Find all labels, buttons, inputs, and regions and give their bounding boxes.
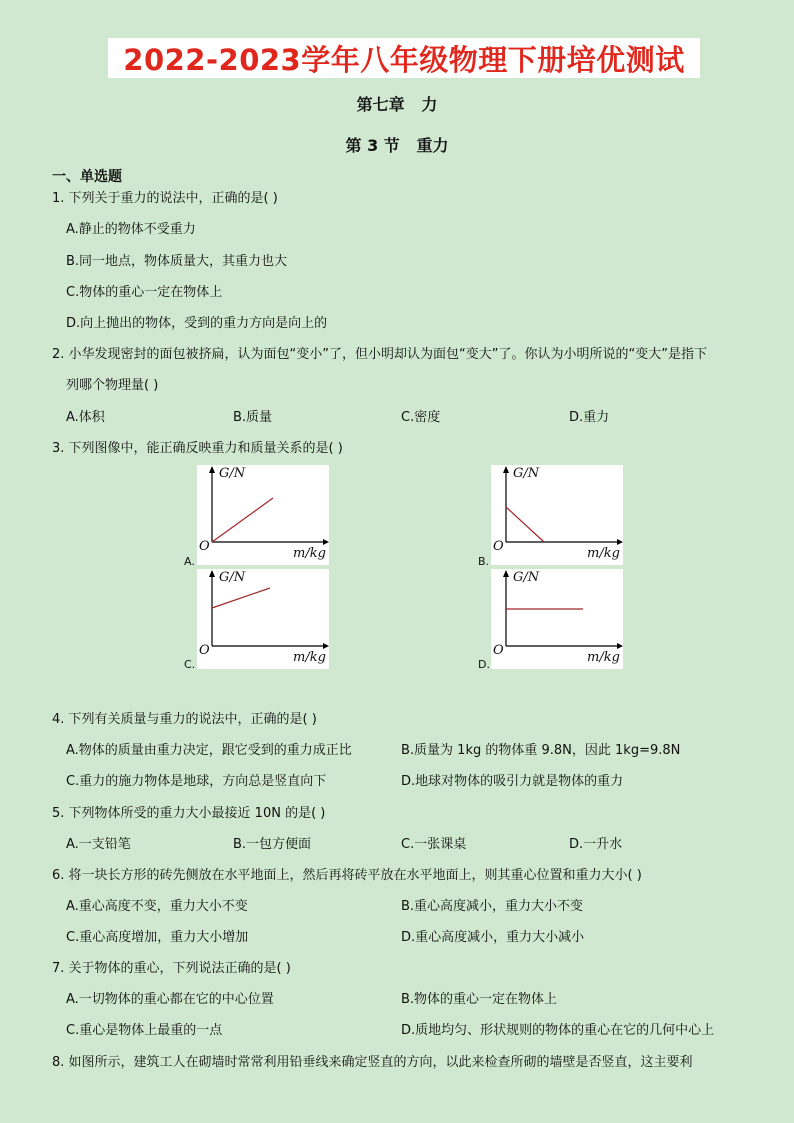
question-5: 5. 下列物体所受的重力大小最接近 10N 的是( ) (52, 806, 326, 821)
graph-a-y-label: G/N (219, 466, 246, 481)
q1-option-b: B.同一地点，物体质量大，其重力也大 (66, 254, 288, 269)
q4-option-a: A.物体的质量由重力决定，跟它受到的重力成正比 (66, 743, 352, 758)
question-7: 7. 关于物体的重心，下列说法正确的是( ) (52, 961, 291, 976)
graph-a-x-label: m/kg (293, 546, 326, 561)
q1-option-c: C.物体的重心一定在物体上 (66, 285, 223, 300)
q2-option-c: C.密度 (401, 410, 441, 425)
question-1: 1. 下列关于重力的说法中，正确的是( ) (52, 191, 278, 206)
q1-option-d: D.向上抛出的物体，受到的重力方向是向上的 (66, 316, 328, 331)
section-heading: 第 3 节 重力 (345, 136, 449, 155)
q5-option-b: B.一包方便面 (233, 837, 312, 852)
q2-option-d: D.重力 (569, 410, 610, 425)
graph-a-origin: O (199, 539, 210, 554)
q6-option-d: D.重心高度减小，重力大小减小 (401, 930, 585, 945)
q1-option-a: A.静止的物体不受重力 (66, 222, 196, 237)
q5-option-c: C.一张课桌 (401, 837, 467, 852)
title-banner (108, 38, 700, 78)
graph-c-origin: O (199, 643, 210, 658)
q7-option-b: B.物体的重心一定在物体上 (401, 992, 558, 1007)
graph-a-line (212, 498, 273, 542)
question-6: 6. 将一块长方形的砖先侧放在水平地面上，然后再将砖平放在水平地面上，则其重心位置和重力大小( ) (52, 868, 642, 883)
graph-b (491, 465, 623, 565)
graph-a (197, 465, 329, 565)
graph-b-x-label: m/kg (587, 546, 620, 561)
graph-c-line (212, 588, 270, 608)
graph-c (197, 569, 329, 669)
graph-b-y-label: G/N (513, 466, 540, 481)
question-4: 4. 下列有关质量与重力的说法中，正确的是( ) (52, 712, 317, 727)
q6-option-c: C.重心高度增加，重力大小增加 (66, 930, 249, 945)
q4-option-c: C.重力的施力物体是地球，方向总是竖直向下 (66, 774, 327, 789)
q4-option-b: B.质量为 1kg 的物体重 9.8N，因此 1kg=9.8N (401, 743, 681, 758)
question-3: 3. 下列图像中，能正确反映重力和质量关系的是( ) (52, 441, 343, 456)
graph-c-y-label: G/N (219, 570, 246, 585)
q7-option-d: D.质地均匀、形状规则的物体的重心在它的几何中心上 (401, 1023, 715, 1038)
q6-option-b: B.重心高度减小，重力大小不变 (401, 899, 584, 914)
graph-d-origin: O (493, 643, 504, 658)
page-title: 2022-2023学年八年级物理下册培优测试 (123, 42, 685, 77)
chapter-heading: 第七章 力 (356, 95, 438, 114)
part-heading: 一、单选题 (52, 169, 122, 185)
question-2-continued: 列哪个物理量( ) (66, 378, 159, 393)
question-2: 2. 小华发现密封的面包被挤扁，认为面包“变小”了，但小明却认为面包“变大”了。你认为小明所说的“变大”是指下 (52, 347, 707, 362)
q7-option-a: A.一切物体的重心都在它的中心位置 (66, 992, 274, 1007)
q5-option-a: A.一支铅笔 (66, 837, 131, 852)
q6-option-a: A.重心高度不变，重力大小不变 (66, 899, 248, 914)
graph-a-letter: A. (184, 555, 195, 568)
q2-option-b: B.质量 (233, 410, 273, 425)
graph-d (491, 569, 623, 669)
q2-option-a: A.体积 (66, 410, 105, 425)
graph-b-line (506, 507, 544, 542)
graph-d-y-label: G/N (513, 570, 540, 585)
graph-d-x-label: m/kg (587, 650, 620, 665)
q4-option-d: D.地球对物体的吸引力就是物体的重力 (401, 774, 624, 789)
q5-option-d: D.一升水 (569, 837, 623, 852)
graph-b-letter: B. (478, 555, 490, 568)
question-8: 8. 如图所示，建筑工人在砌墙时常常利用铅垂线来确定竖直的方向，以此来检查所砌的墙壁是否竖直，这主要利 (52, 1055, 693, 1070)
graph-c-x-label: m/kg (293, 650, 326, 665)
graph-b-origin: O (493, 539, 504, 554)
graph-c-letter: C. (184, 658, 196, 671)
q7-option-c: C.重心是物体上最重的一点 (66, 1023, 223, 1038)
graph-d-letter: D. (478, 658, 490, 671)
